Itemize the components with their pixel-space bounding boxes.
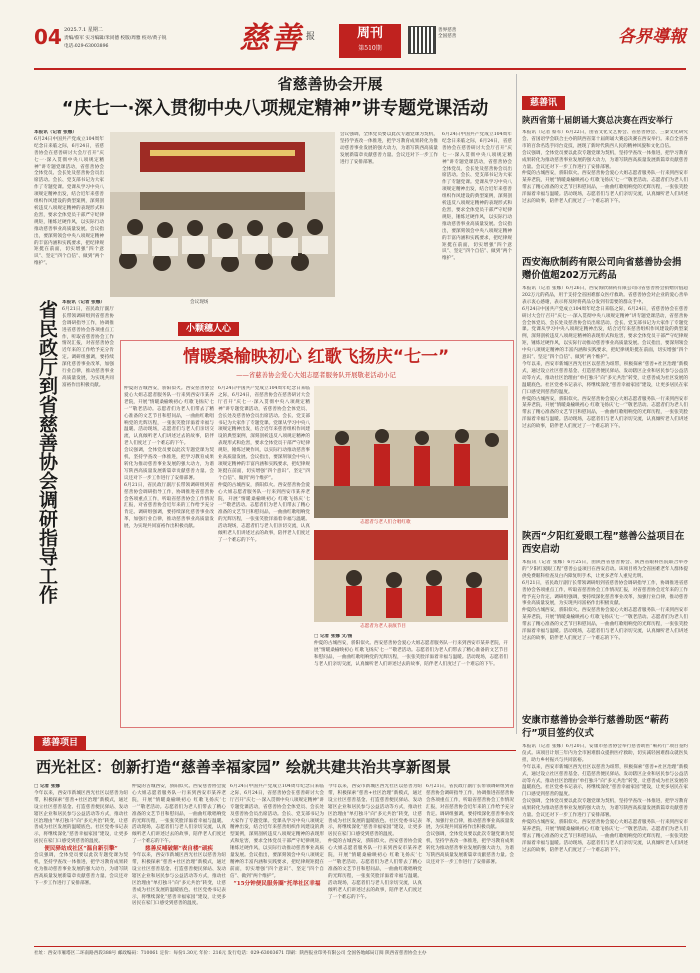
feature-photo-2-svg [314,530,508,622]
feature-text-2b: 仲夏的古城西安，骄阳似火。西安慈善协会爱心大姐志愿者服务队一行来到西安市某养老院，开展“情暖桑榆映初心 红歌飞扬庆‘七一’”敬老活动。志愿者们为老人们带去了精心准备的文艺节目和慰问品，一曲曲红歌唱响党的光辉历程，一张张笑脸洋溢着幸福与温暖。活动现场，志愿者们与老人们亲切交流，认真倾听老人们讲述过去的故事，陪伴老人们度过了一个难忘的下午。 [218,482,310,543]
feature-photo-2 [314,530,508,622]
section-title: 各界導報 [618,27,686,47]
rail-item-2-text: 本报讯（记者 张娜）6月26日，西安海欣制药有限公司向省慈善协会捐赠价值超202万元的药品，用于支持全省困难群众医疗救助。省慈善协会对企业的爱心善举表示衷心感谢，表示将及时将药品分发到有需要的群众手中。 [522,286,688,305]
bottom-section-label: 慈善项目 [34,736,86,750]
rail-item-1-title: 陕西省第十届朗诵大赛总决赛在西安举行 [522,115,673,125]
top-article-col-3 [442,132,512,302]
paper-sub: 报 [306,32,316,42]
bottom-text-2: 仲夏的古城西安，骄阳似火。西安慈善协会爱心大姐志愿者服务队一行来到西安市某养老院，开展“情暖桑榆映初心 红歌飞扬庆‘七一’”敬老活动。志愿者们为老人们带去了精心准备的文艺节目和慰问品，一曲曲红歌唱响党的光辉历程，一张张笑脸洋溢着幸福与温暖。活动现场，志愿者们与老人们亲切交流，认真倾听老人们讲述过去的故事，陪伴老人们度过了一个难忘的下午。 [132,784,226,845]
feature-text-1: 仲夏的古城西安，骄阳似火。西安慈善协会爱心大姐志愿者服务队一行来到西安市某养老院，开展“情暖桑榆映初心 红歌飞扬庆‘七一’”敬老活动。志愿者们为老人们带去了精心准备的文艺节目和慰问品，一曲曲红歌唱响党的光辉历程，一张张笑脸洋溢着幸福与温暖。活动现场，志愿者们与老人们亲切交流，认真倾听老人们讲述过去的故事，陪伴老人们度过了一个难忘的下午。 [124,386,214,447]
rail-item-3-text-c: 仲夏的古城西安，骄阳似火。西安慈善协会爱心大姐志愿者服务队一行来到西安市某养老院，开展“情暖桑榆映初心 红歌飞扬庆‘七一’”敬老活动。志愿者们为老人们带去了精心准备的文艺节目和慰问品，一曲曲红歌唱响党的光辉历程，一张张笑脸洋溢着幸福与温暖。活动现场，志愿者们与老人们亲切交流，认真倾听老人们讲述过去的故事，陪伴老人们度过了一个难忘的下午。 [522,608,688,641]
feature-byline: □ 记者 张娜 文/图 [314,634,353,639]
feature-headline: 情暖桑榆映初心 红歌飞扬庆“七一” [182,347,450,367]
meeting-photo [110,132,335,297]
bottom-byline: □ 记者 张娜 [34,784,60,789]
bottom-text-1: 今年以来，西安市新城区西光社区以慈善为纽带，积极探索“慈善+社区治理”新模式，通过设立社区慈善基金、打造慈善便民驿站、发动辖区企业和居民参与公益活动等方式，推动社区治理由“单打独斗”向“多元共治”转变，让慈善成为社区发展的温暖底色。社区党委书记表示，将继续深化“慈善幸福家园”建设，让更多居民在家门口感受到慈善的温度。 [34,790,128,845]
bottom-text-2b: 今年以来，西安市新城区西光社区以慈善为纽带，积极探索“慈善+社区治理”新模式，通过设立社区慈善基金、打造慈善便民驿站、发动辖区企业和居民参与公益活动等方式，推动社区治理由“单打独斗”向“多元共治”转变，让慈善成为社区发展的温暖底色。社区党委书记表示，将继续深化“慈善幸福家园”建设，让更多居民在家门口感受到慈善的温度。 [132,853,226,907]
feature-photo-1-caption: 志愿者与老人们合唱红歌 [360,520,411,525]
rail-item-2-text-d: 仲夏的古城西安，骄阳似火。西安慈善协会爱心大姐志愿者服务队一行来到西安市某养老院，开展“情暖桑榆映初心 红歌飞扬庆‘七一’”敬老活动。志愿者们为老人们带去了精心准备的文艺节目和慰问品，一曲曲红歌唱响党的光辉历程，一张张笑脸洋溢着幸福与温暖。活动现场，志愿者们与老人们亲切交流，认真倾听老人们讲述过去的故事，陪伴老人们度过了一个难忘的下午。 [522,396,688,430]
feature-col-3 [314,634,508,722]
editor-phone: 电话:029-63003896 [64,44,109,49]
paper-name: 慈善 [239,21,303,56]
side-note: 善界慈善 全国慈善 [438,28,457,39]
bottom-col-1 [34,784,128,940]
bottom-text-5: 6月21日，省民政厅副厅长带领调研组到省慈善协会调研指导工作，协调推进省慈善协会各项重点工作，听取省慈善协会工作情况汇报，对省慈善协会近年来的工作给予充分肯定。调研组强调，要持续深化慈善事业改革，加强行业自律，推动慈善事业高质量发展，为实现共同富裕作出积极贡献。 [426,784,514,831]
feature-col-1 [124,386,214,722]
left-vertical-byline: 本报讯（记者 张娜） [62,300,105,305]
top-article-col-1 [34,130,104,292]
issue-date: 2025.7.1 星期二 [64,27,103,33]
weekly-badge [339,24,401,58]
feature-text-2: 6月24日中国共产党成立104周年纪念日来临之际，6月24日，省慈善协会在慈善研讨大会厅召开“庆七一·深入贯彻中央八项规定精神”讲专题党课活动，省慈善协会全体党员、会长处及慈善协会员出席活动。会长、党支部书记为大家作了专题党课。党课从学习中央八项规定精神出发，结合近年来慈善组织作风建设的典型案例，深刻剖析违反八项规定精神的表现形式和危害，要求全体党员干部严守纪律规矩，锤炼过硬作风，以实际行动推动慈善事业高质量发展。会议指出，要深刻领会中央八项规定精神的丰富内涵和实践要求，把纪律规矩挺在前面，切实增强“四个意识”、坚定“四个自信”、做到“两个维护”。 [218,386,310,481]
left-vertical-article [34,300,114,620]
bottom-text-4: 今年以来，西安市新城区西光社区以慈善为纽带，积极探索“慈善+社区治理”新模式，通过设立社区慈善基金、打造慈善便民驿站、发动辖区企业和居民参与公益活动等方式，推动社区治理由“单打独斗”向“多元共治”转变，让慈善成为社区发展的温暖底色。社区党委书记表示，将继续深化“慈善幸福家园”建设，让更多居民在家门口感受到慈善的温度。 [328,784,422,838]
bottom-text-3: 6月24日中国共产党成立104周年纪念日来临之际，6月24日，省慈善协会在慈善研讨大会厅召开“庆七一·深入贯彻中央八项规定精神”讲专题党课活动，省慈善协会全体党员、会长处及慈善协会员出席活动。会长、党支部书记为大家作了专题党课。党课从学习中央八项规定精神出发，结合近年来慈善组织作风建设的典型案例，深刻剖析违反八项规定精神的表现形式和危害，要求全体党员干部严守纪律规矩，锤炼过硬作风，以实际行动推动慈善事业高质量发展。会议指出，要深刻领会中央八项规定精神的丰富内涵和实践要求，把纪律规矩挺在前面，切实增强“四个意识”、坚定“四个自信”、做到“两个维护”。 [230,784,324,879]
feature-text-1c: 6月21日，省民政厅副厅长带领调研组到省慈善协会调研指导工作，协调推进省慈善协会各项重点工作，听取省慈善协会工作情况汇报，对省慈善协会近年来的工作给予充分肯定。调研组强调，要持续深化慈善事业改革，加强行业自律，推动慈善事业高质量发展，为实现共同富裕作出积极贡献。 [124,482,214,530]
bottom-col-3 [230,784,324,940]
feature-text-1b: 会议强调，全体党员要以此次专题党课为契机，坚持学查改一体推进，把学习教育成果转化为推动慈善事业发展的强大动力，为谱写陕西高质量发展新篇章贡献慈善力量。会议还对下一步工作进行了安排部署。 [124,448,214,481]
weekly-label: 周刊 [356,26,383,41]
rail-item-4-body [522,744,688,940]
bottom-col-4 [328,784,422,940]
rail-item-4-text-c: 会议强调，全体党员要以此次专题党课为契机，坚持学查改一体推进，把学习教育成果转化为推动慈善事业发展的强大动力，为谱写陕西高质量发展新篇章贡献慈善力量。会议还对下一步工作进行了安排部署。 [522,799,688,819]
right-rail-divider [516,74,517,734]
bottom-headline: 西光社区：创新打造“慈善幸福家园” 绘就共建共治共享新图景 [36,758,451,776]
qr-code [408,26,436,54]
page-number: 04 [34,25,62,49]
rail-item-3-text: 本报讯（记者 张娜）6月25日，由陕西省慈善协会、陕西省眼科医院联合举办的“夕阳红爱眼工程”慈善公益项目在西安启动。该项目将为全省困难老年人群体提供免费眼科检查及白内障复明手术，让更多老年人重见光明。 [522,560,688,579]
top-kicker: 省慈善协会开展 [277,75,383,93]
header-rule [34,68,686,70]
bottom-subhead-3: “15分钟便民服务圈”托举社区幸福 [233,880,321,887]
feature-col-2 [218,386,310,722]
feature-photo-1 [314,386,508,518]
editor-line: 责编/蔡军 实习编辑/米同德 校版/周雅 校对/黄子锐 [64,36,167,41]
rail-item-4-text-d: 仲夏的古城西安，骄阳似火。西安慈善协会爱心大姐志愿者服务队一行来到西安市某养老院，开展“情暖桑榆映初心 红歌飞扬庆‘七一’”敬老活动。志愿者们为老人们带去了精心准备的文艺节目和慰问品，一曲曲红歌唱响党的光辉历程，一张张笑脸洋溢着幸福与温暖。活动现场，志愿者们与老人们亲切交流，认真倾听老人们讲述过去的故事，陪伴老人们度过了一个难忘的下午。 [522,819,688,853]
left-vertical-headline: 省民政厅到省慈善协会调研指导工作 [36,300,58,604]
left-vertical-text: 6月21日，省民政厅副厅长带领调研组到省慈善协会调研指导工作，协调推进省慈善协会各项重点工作，听取省慈善协会工作情况汇报，对省慈善协会近年来的工作给予充分肯定。调研组强调，要持续深化慈善事业改革，加强行业自律，推动慈善事业高质量发展，为实现共同富裕作出积极贡献。 [62,306,114,388]
footer-text: 社址：西安市雁塔区二环南路西段388号 邮政编码：710061 定价：每份1.30元 年价：216元 发行电话：029-63003671 印刷：陕西报业印务有限公司 全国各地邮局订阅 陕西省慈善协会主办 [34,951,427,956]
bottom-col-5 [426,784,514,940]
top-headline: “庆七一·深入贯彻中央八项规定精神”讲专题党课活动 [61,98,489,119]
issue-number: 第510期 [358,45,382,52]
feature-photo-2-caption: 志愿者为老人表演节目 [360,624,406,629]
feature-photo-1-svg [314,386,508,518]
rail-item-2-title: 西安海欣制药有限公司向省慈善协会捐赠价值超202万元药品 [522,257,682,281]
footer-rule [34,946,686,947]
rail-item-2-text-c: 今年以来，西安市新城区西光社区以慈善为纽带，积极探索“慈善+社区治理”新模式，通过设立社区慈善基金、打造慈善便民驿站、发动辖区企业和居民参与公益活动等方式，推动社区治理由“单打独斗”向“多元共治”转变，让慈善成为社区发展的温暖底色。社区党委书记表示，将继续深化“慈善幸福家园”建设，让更多居民在家门口感受到慈善的温度。 [522,361,688,395]
rail-item-1-text-b: 会议强调，全体党员要以此次专题党课为契机，坚持学查改一体推进，把学习教育成果转化为推动慈善事业发展的强大动力，为谱写陕西高质量发展新篇章贡献慈善力量。会议还对下一步工作进行了安排部署。 [522,150,688,170]
rail-item-2-body [522,286,688,526]
header [34,21,686,64]
bottom-col-2 [132,784,226,940]
rail-item-2-text-b: 6月24日中国共产党成立104周年纪念日来临之际，6月24日，省慈善协会在慈善研讨大会厅召开“庆七一·深入贯彻中央八项规定精神”讲专题党课活动，省慈善协会全体党员、会长处及慈善协会员出席活动。会长、党支部书记为大家作了专题党课。党课从学习中央八项规定精神出发，结合近年来慈善组织作风建设的典型案例，深刻剖析违反八项规定精神的表现形式和危害，要求全体党员干部严守纪律规矩，锤炼过硬作风，以实际行动推动慈善事业高质量发展。会议指出，要深刻领会中央八项规定精神的丰富内涵和实践要求，把纪律规矩挺在前面，切实增强“四个意识”、坚定“四个自信”、做到“两个维护”。 [522,306,688,361]
top-byline: 本报讯（记者 张娜） [34,130,77,135]
left-vertical-body [62,300,114,618]
top-body-3: 6月24日中国共产党成立104周年纪念日来临之际，6月24日，省慈善协会在慈善研讨大会厅召开“庆七一·深入贯彻中央八项规定精神”讲专题党课活动，省慈善协会全体党员、会长处及慈善协会员出席活动。会长、党支部书记为大家作了专题党课。党课从学习中央八项规定精神出发，结合近年来慈善组织作风建设的典型案例，深刻剖析违反八项规定精神的表现形式和危害，要求全体党员干部严守纪律规矩，锤炼过硬作风，以实际行动推动慈善事业高质量发展。会议指出，要深刻领会中央八项规定精神的丰富内涵和实践要求，把纪律规矩挺在前面，切实增强“四个意识”、坚定“四个自信”、做到“两个维护”。 [442,132,512,262]
meeting-photo-caption: 会议现场 [190,300,209,305]
meeting-photo-svg [110,132,335,297]
feature-subheadline: ——省慈善协会爱心大姐志愿者服务队开展敬老活动小记 [236,371,396,379]
bottom-text-5b: 会议强调，全体党员要以此次专题党课为契机，坚持学查改一体推进，把学习教育成果转化为推动慈善事业发展的强大动力，为谱写陕西高质量发展新篇章贡献慈善力量。会议还对下一步工作进行了安排部署。 [426,832,514,865]
top-article-col-2 [340,132,438,302]
rail-item-1-text: 本报讯（记者 蔡军）6月22日，由省文化文艺协会、省慈善协会、三秦文化研究会、省国语学会联合主办的陕西省第十届朗诵大赛总决赛在西安举行。来自全省各市的百余名选手同台竞技，展现了新时代陕西人民的精神风貌和文化自信。 [522,130,688,149]
rail-item-1-body [522,130,688,250]
bottom-subhead-1: 便民驿站成社区“温自新引擎” [44,846,118,853]
top-body-2: 会议强调，全体党员要以此次专题党课为契机，坚持学查改一体推进，把学习教育成果转化为推动慈善事业发展的强大动力，为谱写陕西高质量发展新篇章贡献慈善力量。会议还对下一步工作进行了安排部署。 [340,132,438,165]
rail-item-3-text-b: 6月21日，省民政厅副厅长带领调研组到省慈善协会调研指导工作，协调推进省慈善协会各项重点工作，听取省慈善协会工作情况汇报，对省慈善协会近年来的工作给予充分肯定。调研组强调，要持续深化慈善事业改革，加强行业自律，推动慈善事业高质量发展，为实现共同富裕作出积极贡献。 [522,580,688,607]
feature-text-3: 仲夏的古城西安，骄阳似火。西安慈善协会爱心大姐志愿者服务队一行来到西安市某养老院，开展“情暖桑榆映初心 红歌飞扬庆‘七一’”敬老活动。志愿者们为老人们带去了精心准备的文艺节目和慰问品，一曲曲红歌唱响党的光辉历程，一张张笑脸洋溢着幸福与温暖。活动现场，志愿者们与老人们亲切交流，认真倾听老人们讲述过去的故事，陪伴老人们度过了一个难忘的下午。 [314,640,508,667]
rail-item-3-body [522,560,688,710]
bottom-rule [34,750,516,751]
rail-item-4-title: 安康市慈善协会举行慈善助医“蕲药行”项目签约仪式 [522,715,669,739]
rail-item-1-text-c: 仲夏的古城西安，骄阳似火。西安慈善协会爱心大姐志愿者服务队一行来到西安市某养老院，开展“情暖桑榆映初心 红歌飞扬庆‘七一’”敬老活动。志愿者们为老人们带去了精心准备的文艺节目和慰问品，一曲曲红歌唱响党的光辉历程，一张张笑脸洋溢着幸福与温暖。活动现场，志愿者们与老人们亲切交流，认真倾听老人们讲述过去的故事，陪伴老人们度过了一个难忘的下午。 [522,171,688,205]
rail-item-4-text-b: 今年以来，西安市新城区西光社区以慈善为纽带，积极探索“慈善+社区治理”新模式，通过设立社区慈善基金、打造慈善便民驿站、发动辖区企业和居民参与公益活动等方式，推动社区治理由“单打独斗”向“多元共治”转变，让慈善成为社区发展的温暖底色。社区党委书记表示，将继续深化“慈善幸福家园”建设，让更多居民在家门口感受到慈善的温度。 [522,764,688,798]
bottom-text-4b: 仲夏的古城西安，骄阳似火。西安慈善协会爱心大姐志愿者服务队一行来到西安市某养老院，开展“情暖桑榆映初心 红歌飞扬庆‘七一’”敬老活动。志愿者们为老人们带去了精心准备的文艺节目和慰问品，一曲曲红歌唱响党的光辉历程，一张张笑脸洋溢着幸福与温暖。活动现场，志愿者们与老人们亲切交流，认真倾听老人们讲述过去的故事，陪伴老人们度过了一个难忘的下午。 [328,839,422,900]
bottom-subhead-2: 慈善反哺破解“表自楼”顽疾 [145,846,213,853]
bottom-text-1b: 会议强调，全体党员要以此次专题党课为契机，坚持学查改一体推进，把学习教育成果转化为推动慈善事业发展的强大动力，为谱写陕西高质量发展新篇章贡献慈善力量。会议还对下一步工作进行了安排部署。 [34,853,128,886]
feature-section-label: 小颗穗人心 [178,322,239,336]
top-body: 6月24日中国共产党成立104周年纪念日来临之际，6月24日，省慈善协会在慈善研讨大会厅召开“庆七一·深入贯彻中央八项规定精神”讲专题党课活动，省慈善协会全体党员、会长处及慈善协会员出席活动。会长、党支部书记为大家作了专题党课。党课从学习中央八项规定精神出发，结合近年来慈善组织作风建设的典型案例，深刻剖析违反八项规定精神的表现形式和危害，要求全体党员干部严守纪律规矩，锤炼过硬作风，以实际行动推动慈善事业高质量发展。会议指出，要深刻领会中央八项规定精神的丰富内涵和实践要求，把纪律规矩挺在前面，切实增强“四个意识”、坚定“四个自信”、做到“两个维护”。 [34,136,104,267]
rail-item-3-title: 陕西“夕阳红爱眼工程”慈善公益项目在西安启动 [522,531,685,555]
rail-item-4-text: 本报讯（记者 张娜）6月20日，安康市慈善协会举行慈善助医“蕲药行”项目签约仪式。该项目计划三年内为全市困难群众提供医疗救助，切实减轻困难群众就医负担，助力乡村振兴与共同富裕。 [522,744,688,763]
right-rail-section-label: 慈善讯 [522,96,565,110]
